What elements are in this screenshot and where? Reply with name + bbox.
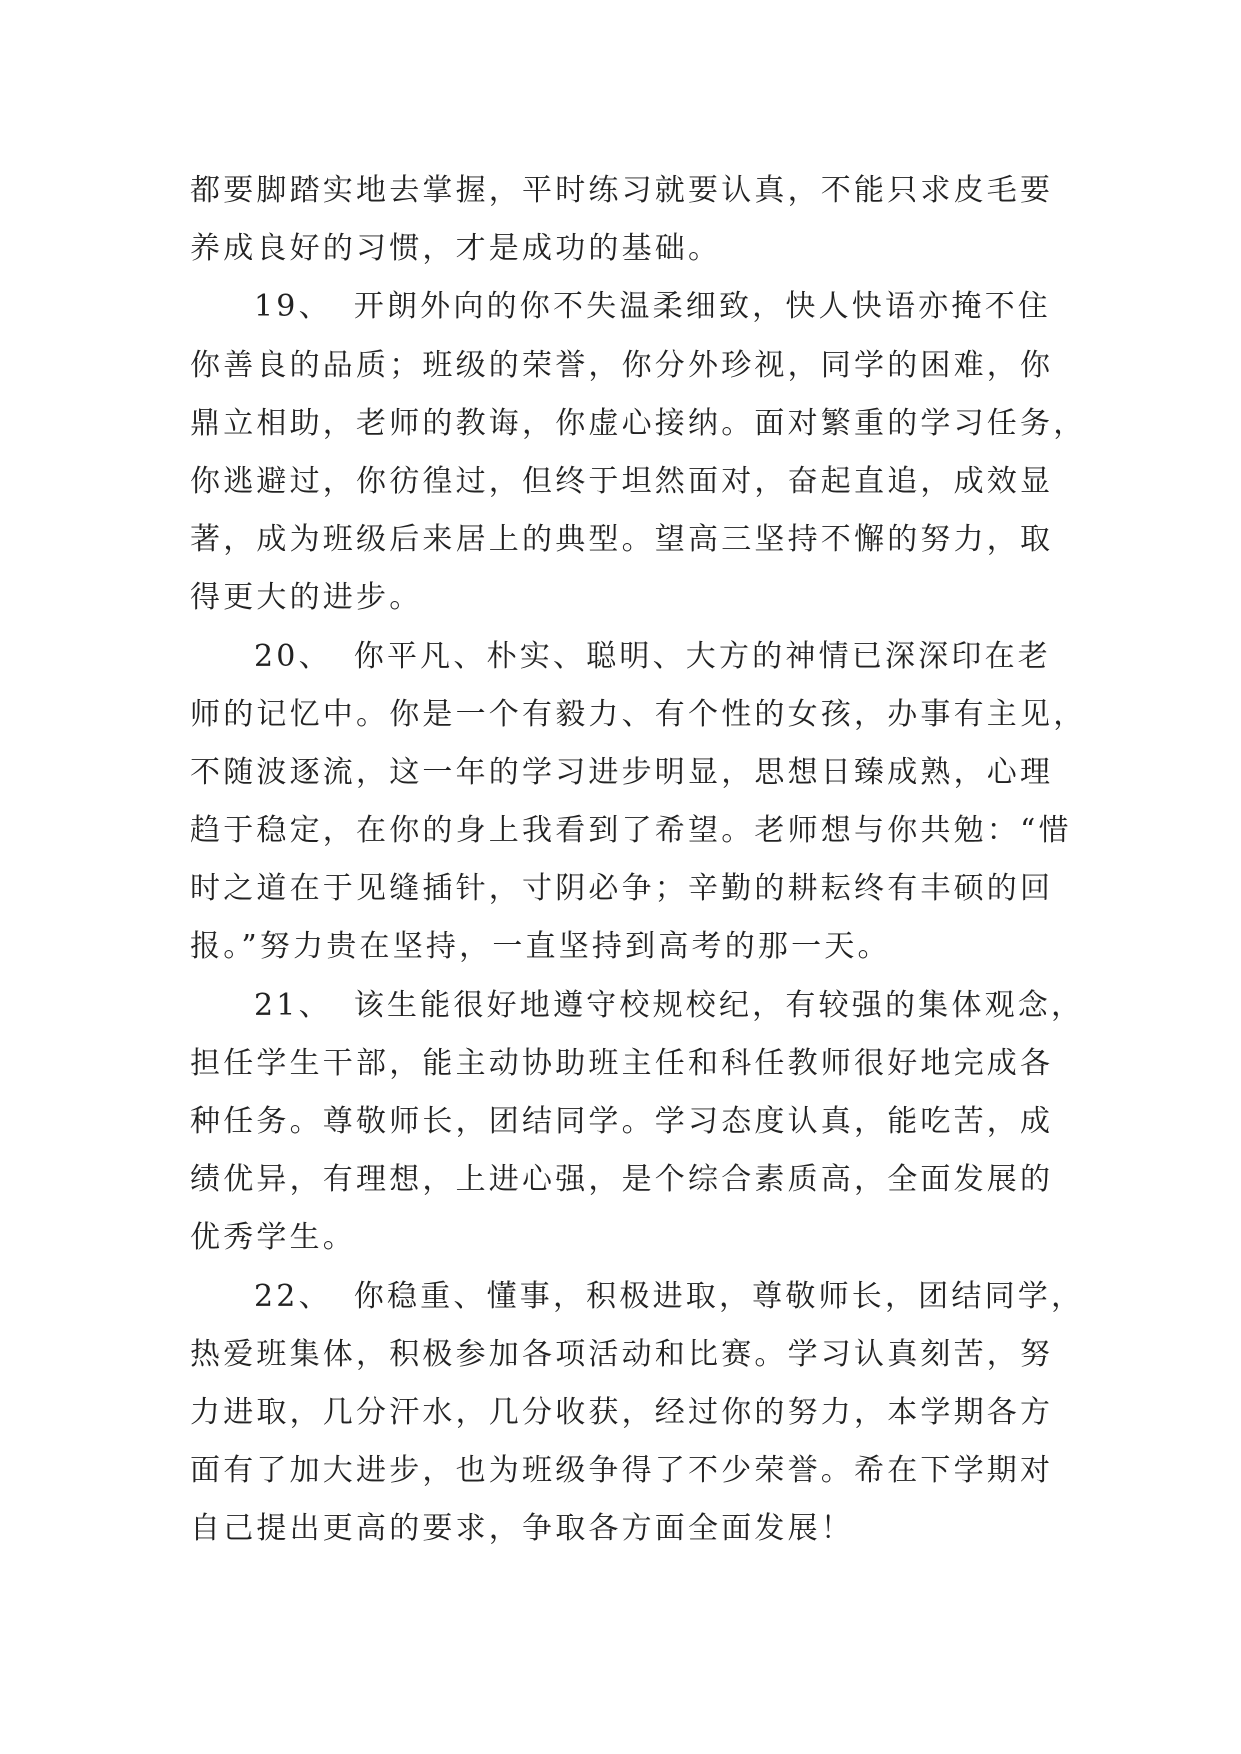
text-line: 你逃避过，你彷徨过，但终于坦然面对，奋起直追，成效显	[190, 463, 1054, 499]
text-line: 你稳重、懂事，积极进取，尊敬师长，团结同学，	[353, 1278, 1085, 1314]
text-line: 绩优异，有理想，上进心强，是个综合素质高，全面发展的	[190, 1162, 1054, 1198]
text-line: 都要脚踏实地去掌握，平时练习就要认真，不能只求皮毛要	[190, 173, 1054, 208]
comment-item-20	[190, 628, 1087, 977]
paragraph-continuation	[190, 162, 1060, 278]
text-line: 种任务。尊敬师长，团结同学。学习态度认真，能吃苦，成	[190, 1104, 1054, 1139]
text-line: 该生能很好地遵守校规校纪，有较强的集体观念，	[353, 987, 1085, 1023]
text-line: 优秀学生。	[190, 1220, 356, 1256]
text-line: 不随波逐流，这一年的学习进步明显，思想日臻成熟，心理	[190, 754, 1054, 790]
item-number: 22、	[254, 1278, 332, 1314]
text-line: 养成良好的习惯，才是成功的基础。	[190, 231, 722, 267]
comment-item-22	[190, 1268, 1085, 1559]
text-line: 趋于稳定，在你的身上我看到了希望。老师想与你共勉：“惜	[190, 813, 1072, 849]
text-line: 开朗外向的你不失温柔细致，快人快语亦掩不住	[353, 289, 1051, 325]
text-line: 得更大的进步。	[190, 580, 423, 616]
text-line-first	[190, 628, 1060, 686]
text-line-first	[190, 1268, 1085, 1326]
text-line: 担任学生干部，能主动协助班主任和科任教师很好地完成各	[190, 1045, 1054, 1081]
text-line: 师的记忆中。你是一个有毅力、有个性的女孩，办事有主见，	[190, 696, 1087, 732]
text-line: 力进取，几分汗水，几分收获，经过你的努力，本学期各方	[190, 1394, 1054, 1430]
text-line: 著，成为班级后来居上的典型。望高三坚持不懈的努力，取	[190, 522, 1054, 558]
text-line: 你平凡、朴实、聪明、大方的神情已深深印在老	[353, 638, 1051, 674]
text-line: 热爱班集体，积极参加各项活动和比赛。学习认真刻苦，努	[190, 1336, 1054, 1372]
text-line: 时之道在于见缝插针，寸阴必争；辛勤的耕耘终有丰硕的回	[190, 871, 1054, 907]
text-line-first	[190, 977, 1085, 1035]
text-line: 报。”努力贵在坚持，一直坚持到高考的那一天。	[190, 929, 891, 965]
document-body	[190, 162, 1087, 1559]
text-line: 面有了加大进步，也为班级争得了不少荣誉。希在下学期对	[190, 1453, 1054, 1489]
text-line: 你善良的品质；班级的荣誉，你分外珍视，同学的困难，你	[190, 347, 1054, 383]
item-number: 20、	[254, 638, 332, 674]
item-number: 19、	[254, 289, 332, 325]
text-line-first	[190, 278, 1060, 336]
comment-item-19	[190, 278, 1087, 627]
comment-item-21	[190, 977, 1085, 1268]
item-number: 21、	[254, 987, 332, 1023]
text-line: 鼎立相助，老师的教诲，你虚心接纳。面对繁重的学习任务，	[190, 405, 1087, 441]
text-line: 自己提出更高的要求，争取各方面全面发展！	[190, 1511, 854, 1547]
